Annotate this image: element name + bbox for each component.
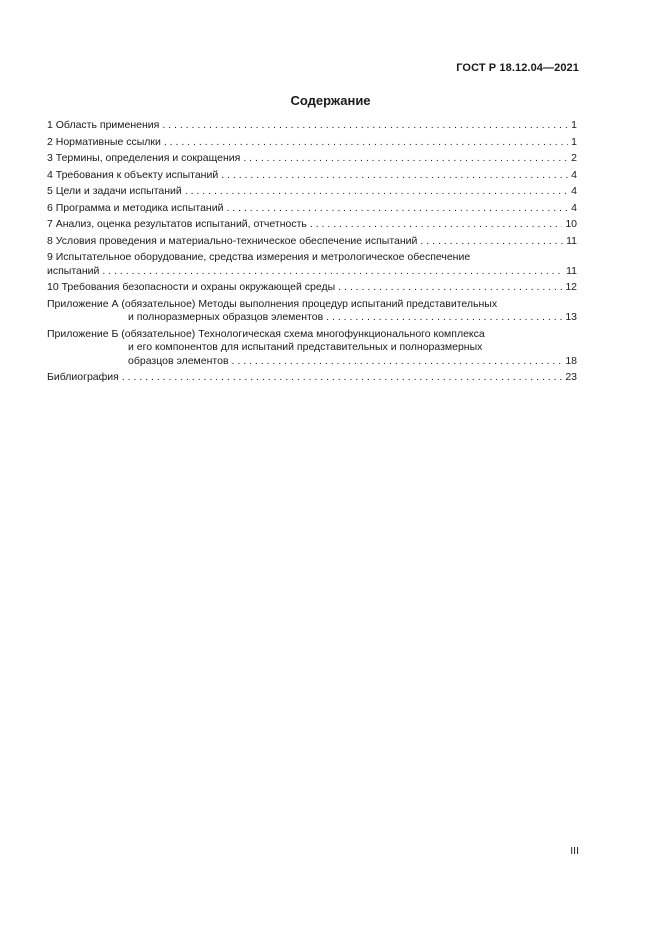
toc-entry[interactable] — [47, 169, 577, 183]
toc-entry-title-continuation: испытаний — [47, 264, 100, 277]
toc-leader-dots — [226, 202, 568, 216]
toc-leader-dots — [310, 218, 562, 232]
toc-entry[interactable] — [47, 218, 577, 232]
toc-leader-dots — [232, 355, 563, 369]
toc-entry-title-continuation: и его компонентов для испытаний представительных и полноразмерных — [128, 341, 483, 353]
toc-page-number: 13 — [565, 311, 577, 323]
document-code-header: ГОСТ Р 18.12.04—2021 — [456, 62, 579, 74]
toc-entry-title: 8 Условия проведения и материально-техническое обеспечение испытаний — [47, 234, 418, 247]
toc-entry-title: Библиография — [47, 371, 119, 383]
toc-entry-title: 4 Требования к объекту испытаний — [47, 168, 219, 181]
toc-page-number: 11 — [566, 234, 577, 247]
toc-page-number: 4 — [571, 168, 577, 181]
toc-entry-title: 5 Цели и задачи испытаний — [47, 185, 182, 197]
toc-entry[interactable] — [47, 235, 577, 249]
toc-leader-dots — [102, 265, 563, 279]
toc-page-number: 18 — [565, 354, 577, 367]
toc-leader-dots — [122, 371, 562, 385]
toc-entry[interactable] — [47, 202, 577, 216]
page-number-footer: III — [570, 845, 579, 857]
toc-entry[interactable] — [47, 281, 577, 295]
toc-entry-title: Приложение Б (обязательное) Технологическая схема многофункционального комплекса — [47, 327, 485, 340]
toc-entry-appendix-b[interactable] — [47, 328, 577, 369]
toc-entry-title: 3 Термины, определения и сокращения — [47, 152, 241, 164]
toc-page-number: 12 — [565, 281, 577, 293]
toc-entry-title: 1 Область применения — [47, 119, 160, 131]
toc-entry-title: 7 Анализ, оценка результатов испытаний, отчетность — [47, 218, 307, 230]
toc-leader-dots — [243, 152, 568, 166]
toc-entry-bibliography[interactable] — [47, 371, 577, 385]
toc-leader-dots — [338, 281, 562, 295]
toc-entry-title-continuation: образцов элементов — [128, 354, 229, 367]
toc-entry[interactable] — [47, 185, 577, 199]
toc-leader-dots — [162, 119, 568, 133]
toc-entry-title: Приложение А (обязательное) Методы выполнения процедур испытаний представительных — [47, 297, 498, 310]
toc-entry[interactable] — [47, 251, 577, 278]
toc-page-number: 23 — [565, 371, 577, 383]
toc-entry-title: 6 Программа и методика испытаний — [47, 201, 224, 214]
toc-page-number: 1 — [571, 119, 577, 131]
toc-entry-title: 10 Требования безопасности и охраны окружающей среды — [47, 281, 336, 293]
page-title: Содержание — [290, 93, 371, 108]
toc-entry[interactable] — [47, 136, 577, 150]
toc-page-number: 2 — [571, 152, 577, 164]
toc-entry-title: 9 Испытательное оборудование, средства измерения и метрологическое обеспечение — [47, 251, 471, 263]
toc-leader-dots — [420, 235, 563, 249]
toc-leader-dots — [185, 185, 568, 199]
toc-leader-dots — [164, 136, 568, 150]
table-of-contents — [47, 119, 577, 388]
toc-page-number: 4 — [571, 201, 577, 214]
toc-page-number: 4 — [571, 185, 577, 197]
toc-page-number: 1 — [571, 135, 577, 148]
toc-leader-dots — [221, 169, 568, 183]
toc-page-number: 11 — [566, 264, 577, 277]
toc-entry-appendix-a[interactable] — [47, 298, 577, 325]
toc-entry-title: 2 Нормативные ссылки — [47, 135, 161, 148]
toc-entry[interactable] — [47, 152, 577, 166]
toc-entry-title-continuation: и полноразмерных образцов элементов — [128, 311, 324, 323]
toc-leader-dots — [326, 311, 562, 325]
toc-page-number: 10 — [565, 218, 577, 230]
toc-entry[interactable] — [47, 119, 577, 133]
